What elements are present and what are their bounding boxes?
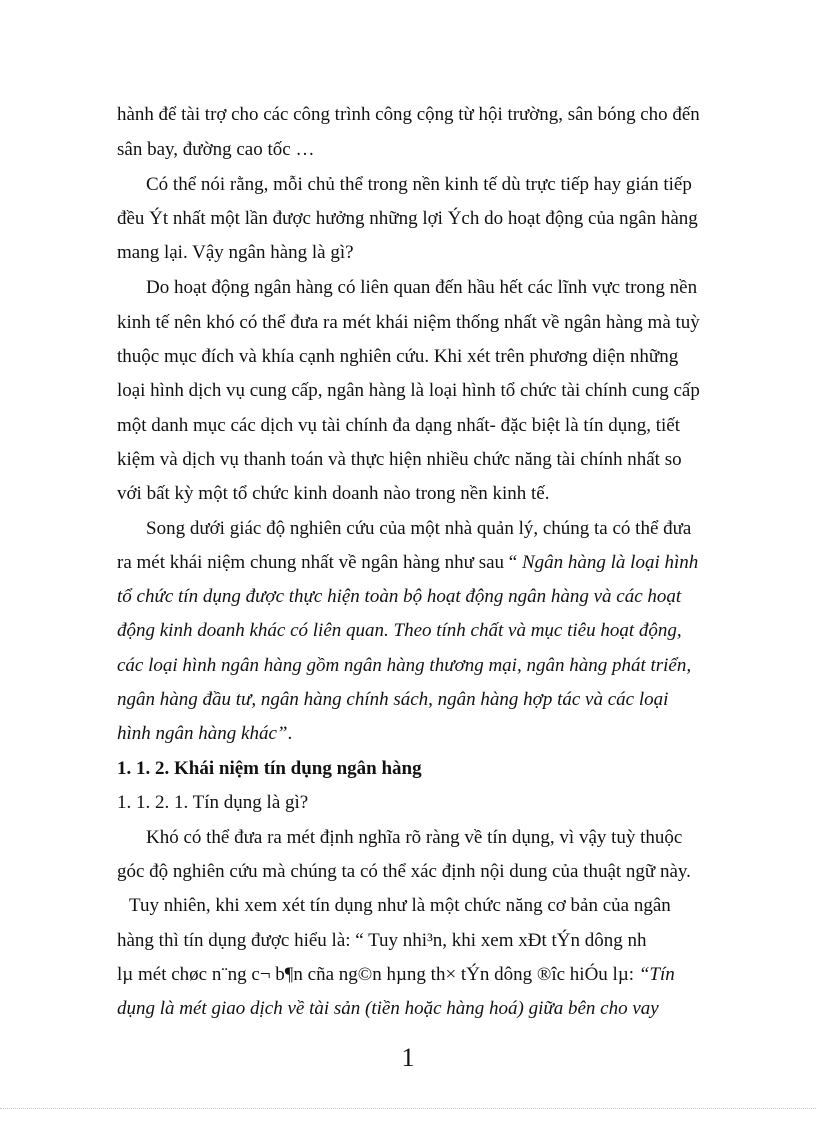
paragraph-line: với bất kỳ một tổ chức kinh doanh nào trong nền kinh tế. [117, 483, 550, 504]
paragraph-line: kiệm và dịch vụ thanh toán và thực hiện nhiều chức năng tài chính nhất so [117, 449, 682, 470]
paragraph-line: mang lại. Vậy ngân hàng là gì? [117, 242, 354, 263]
paragraph-line: sân bay, đường cao tốc … [117, 139, 315, 160]
quote-line: ngân hàng đầu tư, ngân hàng chính sách, ngân hàng hợp tác và các loại [117, 689, 669, 710]
paragraph-line: loại hình dịch vụ cung cấp, ngân hàng là loại hình tổ chức tài chính cung cấp [117, 380, 700, 401]
quote-italic: “Tín [638, 964, 675, 985]
quote-line: tổ chức tín dụng được thực hiện toàn bộ hoạt động ngân hàng và các hoạt [117, 586, 682, 607]
paragraph-line: góc độ nghiên cứu mà chúng ta có thể xác định nội dung của thuật ngữ này. [117, 861, 691, 882]
paragraph-line: Do hoạt động ngân hàng có liên quan đến hầu hết các lĩnh vực trong nền [146, 277, 698, 298]
quote-line: động kinh doanh khác có liên quan. Theo tính chất và mục tiêu hoạt động, [117, 620, 682, 641]
quote-line: dụng là mét giao dịch về tài sản (tiền hoặc hàng hoá) giữa bên cho vay [117, 998, 659, 1019]
footer-divider [0, 1108, 816, 1109]
paragraph-line [117, 963, 675, 987]
quote-line [117, 722, 292, 746]
paragraph-line: Có thể nói rằng, mỗi chủ thể trong nền kinh tế dù trực tiếp hay gián tiếp [146, 174, 692, 195]
paragraph-line: Song dưới giác độ nghiên cứu của một nhà quản lý, chúng ta có thể đưa [146, 518, 692, 539]
paragraph-line: Tuy nhiên, khi xem xét tín dụng như là một chức năng cơ bản của ngân [129, 895, 671, 916]
quote-line: các loại hình ngân hàng gồm ngân hàng thương mại, ngân hàng phát triển, [117, 655, 692, 676]
paragraph-line: một danh mục các dịch vụ tài chính đa dạng nhất- đặc biệt là tín dụng, tiết [117, 415, 680, 436]
paragraph-line: kinh tế nên khó có thể đưa ra mét khái niệm thống nhất về ngân hàng mà tuỳ [117, 312, 700, 333]
quote-italic: hình ngân hàng khác” [117, 723, 288, 744]
section-heading: 1. 1. 2. Khái niệm tín dụng ngân hàng [117, 758, 422, 779]
page-number: 1 [401, 1043, 415, 1072]
text-run: ra mét khái niệm chung nhất về ngân hàng như sau “ [117, 552, 522, 573]
quote-italic: Ngân hàng là loại hình [521, 552, 699, 573]
subsection-heading: 1. 1. 2. 1. Tín dụng là gì? [117, 792, 309, 813]
paragraph-line: hàng thì tín dụng được hiểu là: “ Tuy nhi³n, khi xem xÐt tÝn dông nh [117, 930, 647, 951]
paragraph-line: hành để tài trợ cho các công trình công cộng từ hội trường, sân bóng cho đến [117, 104, 700, 125]
paragraph-line [117, 551, 698, 575]
text-run: lµ mét chøc n¨ng c¬ b¶n cña ng©n hµng th× tÝn dông ®îc hiÓu lµ: [117, 964, 639, 985]
paragraph-line: thuộc mục đích và khía cạnh nghiên cứu. Khi xét trên phương diện những [117, 346, 679, 367]
paragraph-line: đều Ýt nhất một lần được hưởng những lợi Ých do hoạt động của ngân hàng [117, 208, 698, 229]
paragraph-line: Khó có thể đưa ra mét định nghĩa rõ ràng về tín dụng, vì vậy tuỳ thuộc [146, 827, 683, 848]
text-run: . [287, 723, 293, 744]
